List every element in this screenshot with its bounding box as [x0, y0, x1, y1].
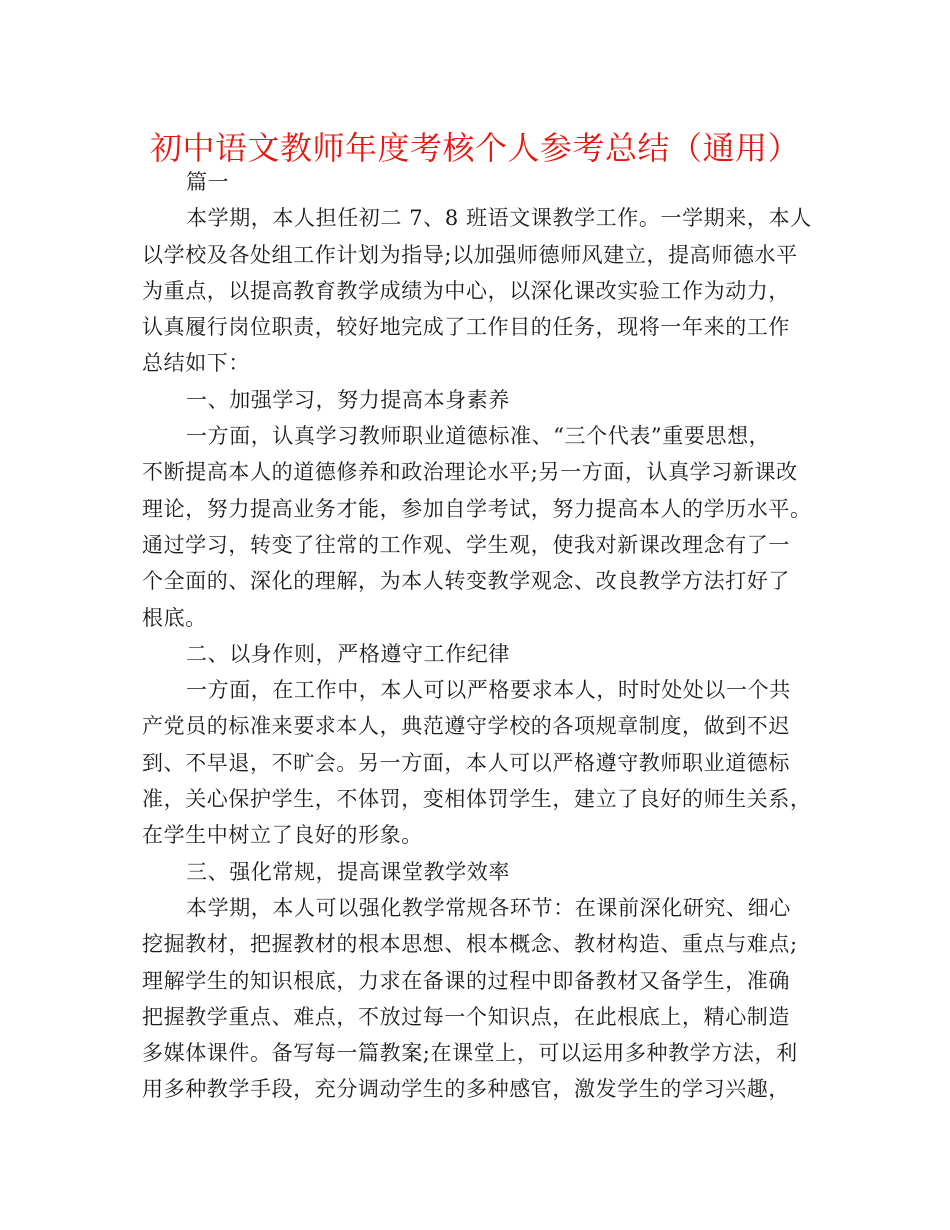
document-title: 初中语文教师年度考核个人参考总结（通用） — [149, 129, 800, 167]
text-line: 把握教学重点、难点，不放过每一个知识点，在此根底上，精心制造 — [142, 1004, 790, 1029]
text-line: 本学期，本人担任初二 7、8 班语文课教学工作。一学期来，本人 — [186, 206, 812, 231]
text-line: 本学期，本人可以强化教学常规各环节：在课前深化研究、细心 — [186, 895, 791, 920]
text-line: 篇一 — [186, 170, 230, 194]
text-line: 三、强化常规，提高课堂教学效率 — [186, 859, 510, 884]
text-line: 一方面，在工作中，本人可以严格要求本人，时时处处以一个共 — [186, 678, 791, 703]
text-line: 多媒体课件。备写每一篇教案;在课堂上，可以运用多种教学方法，利 — [142, 1041, 798, 1066]
document-body — [142, 164, 822, 1108]
text-line: 认真履行岗位职责，较好地完成了工作目的任务，现将一年来的工作 — [142, 315, 790, 340]
text-line: 不断提高本人的道德修养和政治理论水平;另一方面，认真学习新课改 — [142, 460, 798, 485]
text-line: 准，关心保护学生，不体罚，变相体罚学生，建立了良好的师生关系， — [142, 787, 812, 812]
text-line: 总结如下： — [142, 351, 250, 376]
text-line: 为重点，以提高教育教学成绩为中心，以深化课改实验工作为动力， — [142, 278, 790, 303]
text-line: 一、加强学习，努力提高本身素养 — [186, 387, 510, 412]
text-line: 根底。 — [142, 605, 207, 630]
text-line: 用多种教学手段，充分调动学生的多种感官，激发学生的学习兴趣， — [142, 1077, 790, 1102]
text-line: 理解学生的知识根底，力求在备课的过程中即备教材又备学生，准确 — [142, 968, 790, 993]
text-line: 理论，努力提高业务才能，参加自学考试，努力提高本人的学历水平。 — [142, 496, 812, 521]
text-line: 以学校及各处组工作计划为指导;以加强师德师风建立，提高师德水平 — [142, 242, 798, 267]
text-line: 二、以身作则，严格遵守工作纪律 — [186, 641, 510, 666]
text-line: 通过学习，转变了往常的工作观、学生观，使我对新课改理念有了一 — [142, 532, 790, 557]
text-line: 产党员的标准来要求本人，典范遵守学校的各项规章制度，做到不迟 — [142, 714, 790, 739]
text-line: 到、不早退，不旷会。另一方面，本人可以严格遵守教师职业道德标 — [142, 750, 790, 775]
text-line: 个全面的、深化的理解，为本人转变教学观念、改良教学方法打好了 — [142, 569, 790, 594]
text-line: 挖掘教材，把握教材的根本思想、根本概念、教材构造、重点与难点; — [142, 932, 798, 957]
text-line: 一方面，认真学习教师职业道德标准、“三个代表”重要思想， — [186, 424, 771, 449]
text-line: 在学生中树立了良好的形象。 — [142, 823, 423, 848]
